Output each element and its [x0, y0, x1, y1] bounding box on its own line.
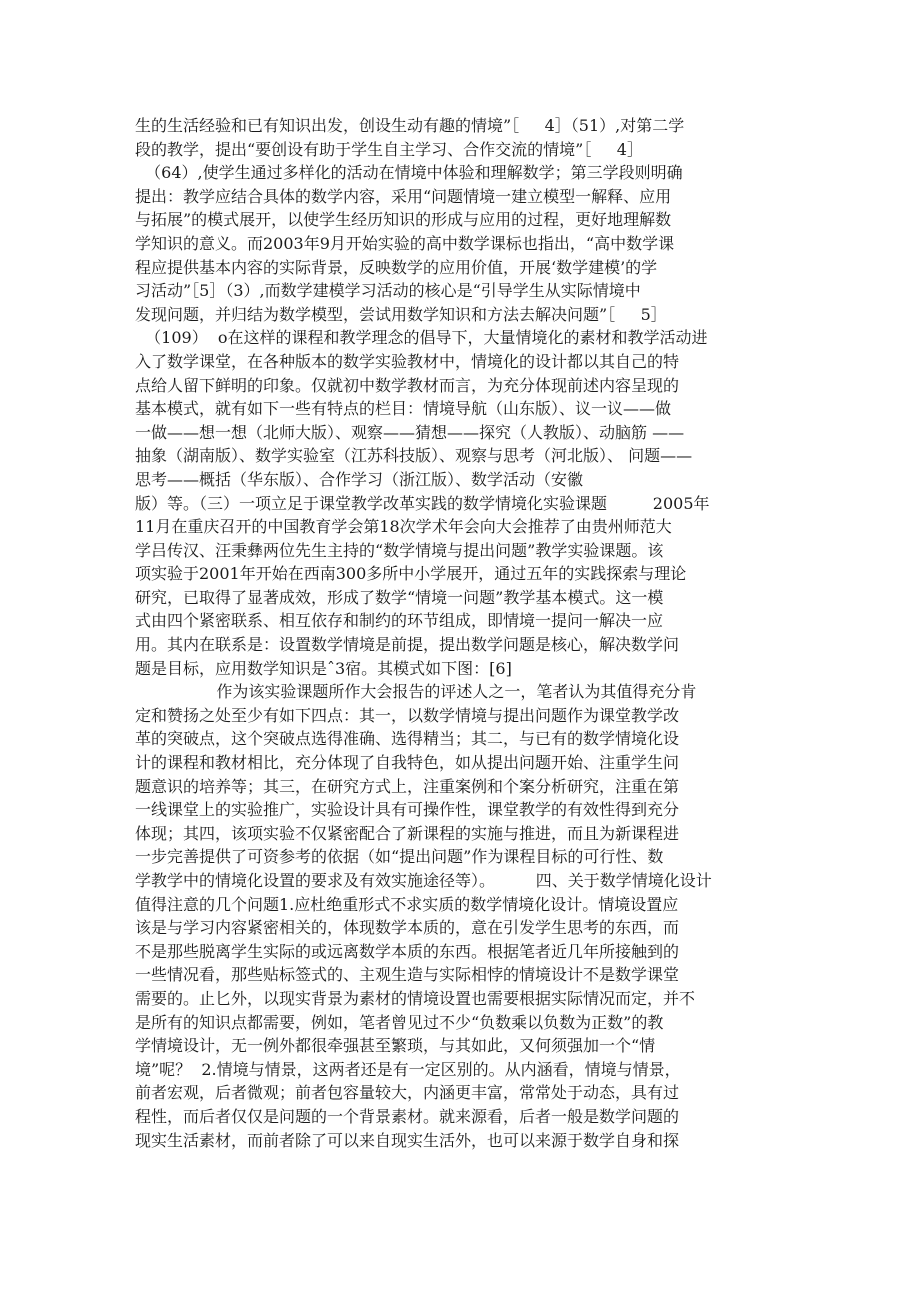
text-line: 境”呢？ 2.情境与情景，这两者还是有一定区别的。从内涵看，情境与情景，: [135, 1059, 681, 1079]
text-line: 项实验于2001年开始在西南300多所中小学展开，通过五年的实践探索与理论: [135, 564, 687, 584]
text-line: 抽象（湖南版）、数学实验室（江苏科技版）、观察与思考（河北版）、 问题——: [135, 446, 693, 466]
text-line: 一做——想一想（北师大版）、观察——猜想——探究（人教版）、动脑筋 ——: [135, 422, 685, 442]
text-line: 版）等。（三）一项立足于课堂教学改革实践的数学情境化实验课题 2005年: [135, 493, 710, 513]
text-line: 一些情况看，那些贴标签式的、主观生造与实际相悖的情境设计不是数学课堂: [135, 965, 680, 985]
text-line: 现实生活素材，而前者除了可以来自现实生活外，也可以来源于数学自身和探: [135, 1130, 680, 1150]
text-line: （109） o在这样的课程和教学理念的倡导下，大量情境化的素材和教学活动进: [135, 328, 708, 348]
text-line: 作为该实验课题所作大会报告的评述人之一，笔者认为其值得充分肯: [135, 682, 697, 702]
text-line: 程应提供基本内容的实际背景，反映数学的应用价值，开展‘数学建模’的学: [135, 257, 658, 277]
text-line: （64）,使学生通过多样化的活动在情境中体验和理解数学；第三学段则明确: [135, 163, 683, 183]
text-line: 学教学中的情境化设置的要求及有效实施途径等）。 四、关于数学情境化设计: [135, 871, 712, 890]
text-line: 式由四个紧密联系、相互依存和制约的环节组成，即情境一提问一解决一应: [135, 611, 664, 631]
text-line: 发现问题，并归结为数学模型，尝试用数学知识和方法去解决问题”［ 5］: [135, 304, 667, 324]
text-line: 该是与学习内容紧密相关的，体现数学本质的，意在引发学生思考的东西，而: [135, 918, 680, 938]
text-line: 用。其内在联系是：设置数学情境是前提，提出数学问题是核心，解决数学问: [135, 635, 680, 655]
text-line: 学知识的意义。而2003年9月开始实验的高中数学课标也指出，“高中数学课: [135, 233, 675, 253]
text-line: 学情境设计，无一例外都很牵强甚至繁琐，与其如此，又何须强加一个“情: [135, 1036, 656, 1056]
text-line: 提出：教学应结合具体的数学内容，采用“问题情境一建立模型一解释、应用: [135, 186, 672, 206]
text-line: 题是目标，应用数学知识是ˆ3宿。其模式如下图：[6]: [135, 658, 512, 678]
text-line: 习活动”［5］（3）,而数学建模学习活动的核心是“引导学生从实际情境中: [135, 281, 641, 301]
text-line: 值得注意的几个问题1.应杜绝重形式不求实质的数学情境化设计。情境设置应: [135, 894, 679, 914]
text-line: 革的突破点，这个突破点选得准确、选得精当；其二，与已有的数学情境化设: [135, 729, 680, 749]
text-line: 生的生活经验和已有知识出发，创设生动有趣的情境”［ 4］（51）,对第二学: [135, 116, 685, 135]
text-line: 体现；其四，该项实验不仅紧密配合了新课程的实施与推进，而且为新课程进: [135, 823, 680, 843]
text-line: 思考——概括（华东版）、合作学习（浙江版）、数学活动（安徽: [135, 469, 584, 489]
text-line: 题意识的培养等；其三，在研究方式上，注重案例和个案分析研究，注重在第: [135, 776, 680, 796]
text-line: 一线课堂上的实验推广，实验设计具有可操作性，课堂教学的有效性得到充分: [135, 800, 680, 820]
text-line: 与拓展”的模式展开，以使学生经历知识的形成与应用的过程，更好地理解数: [135, 210, 672, 230]
text-line: 一步完善提供了可资参考的依据（如“提出问题”作为课程目标的可行性、数: [135, 847, 664, 867]
text-line: 段的教学，提出“要创设有助于学生自主学习、合作交流的情境”［ 4］: [135, 139, 643, 159]
text-line: 定和赞扬之处至少有如下四点：其一，以数学情境与提出问题作为课堂教学改: [135, 705, 680, 725]
text-line: 计的课程和教材相比，充分体现了自我特色，如从提出问题开始、注重学生问: [135, 753, 680, 773]
text-line: 程性，而后者仅仅是问题的一个背景素材。就来源看，后者一般是数学问题的: [135, 1106, 680, 1126]
text-line: 是所有的知识点都需要，例如，笔者曾见过不少“负数乘以负数为正数”的教: [135, 1012, 664, 1032]
text-line: 基本模式，就有如下一些有特点的栏目：情境导航（山东版）、议一议——做: [135, 399, 672, 419]
text-line: 点给人留下鲜明的印象。仅就初中数学教材而言，为充分体现前述内容呈现的: [135, 375, 680, 395]
text-line: 11月在重庆召开的中国教育学会第18次学术年会向大会推荐了由贵州师范大: [135, 517, 672, 537]
body-text: [135, 114, 775, 1152]
text-line: 入了数学课堂，在各种版本的数学实验教材中，情境化的设计都以其自己的特: [135, 351, 680, 371]
text-line: 前者宏观，后者微观；前者包容量较大，内涵更丰富，常常处于动态，具有过: [135, 1083, 680, 1103]
text-line: 研究，已取得了显著成效，形成了数学“情境一问题”教学基本模式。这一模: [135, 587, 664, 607]
text-line: 需要的。止匕外，以现实背景为素材的情境设置也需要根据实际情况而定，并不: [135, 988, 696, 1008]
text-line: 学吕传汉、汪秉彝两位先生主持的“数学情境与提出问题”教学实验课题。该: [135, 540, 664, 560]
text-line: 不是那些脱离学生实际的或远离数学本质的东西。根据笔者近几年所接触到的: [135, 941, 680, 961]
